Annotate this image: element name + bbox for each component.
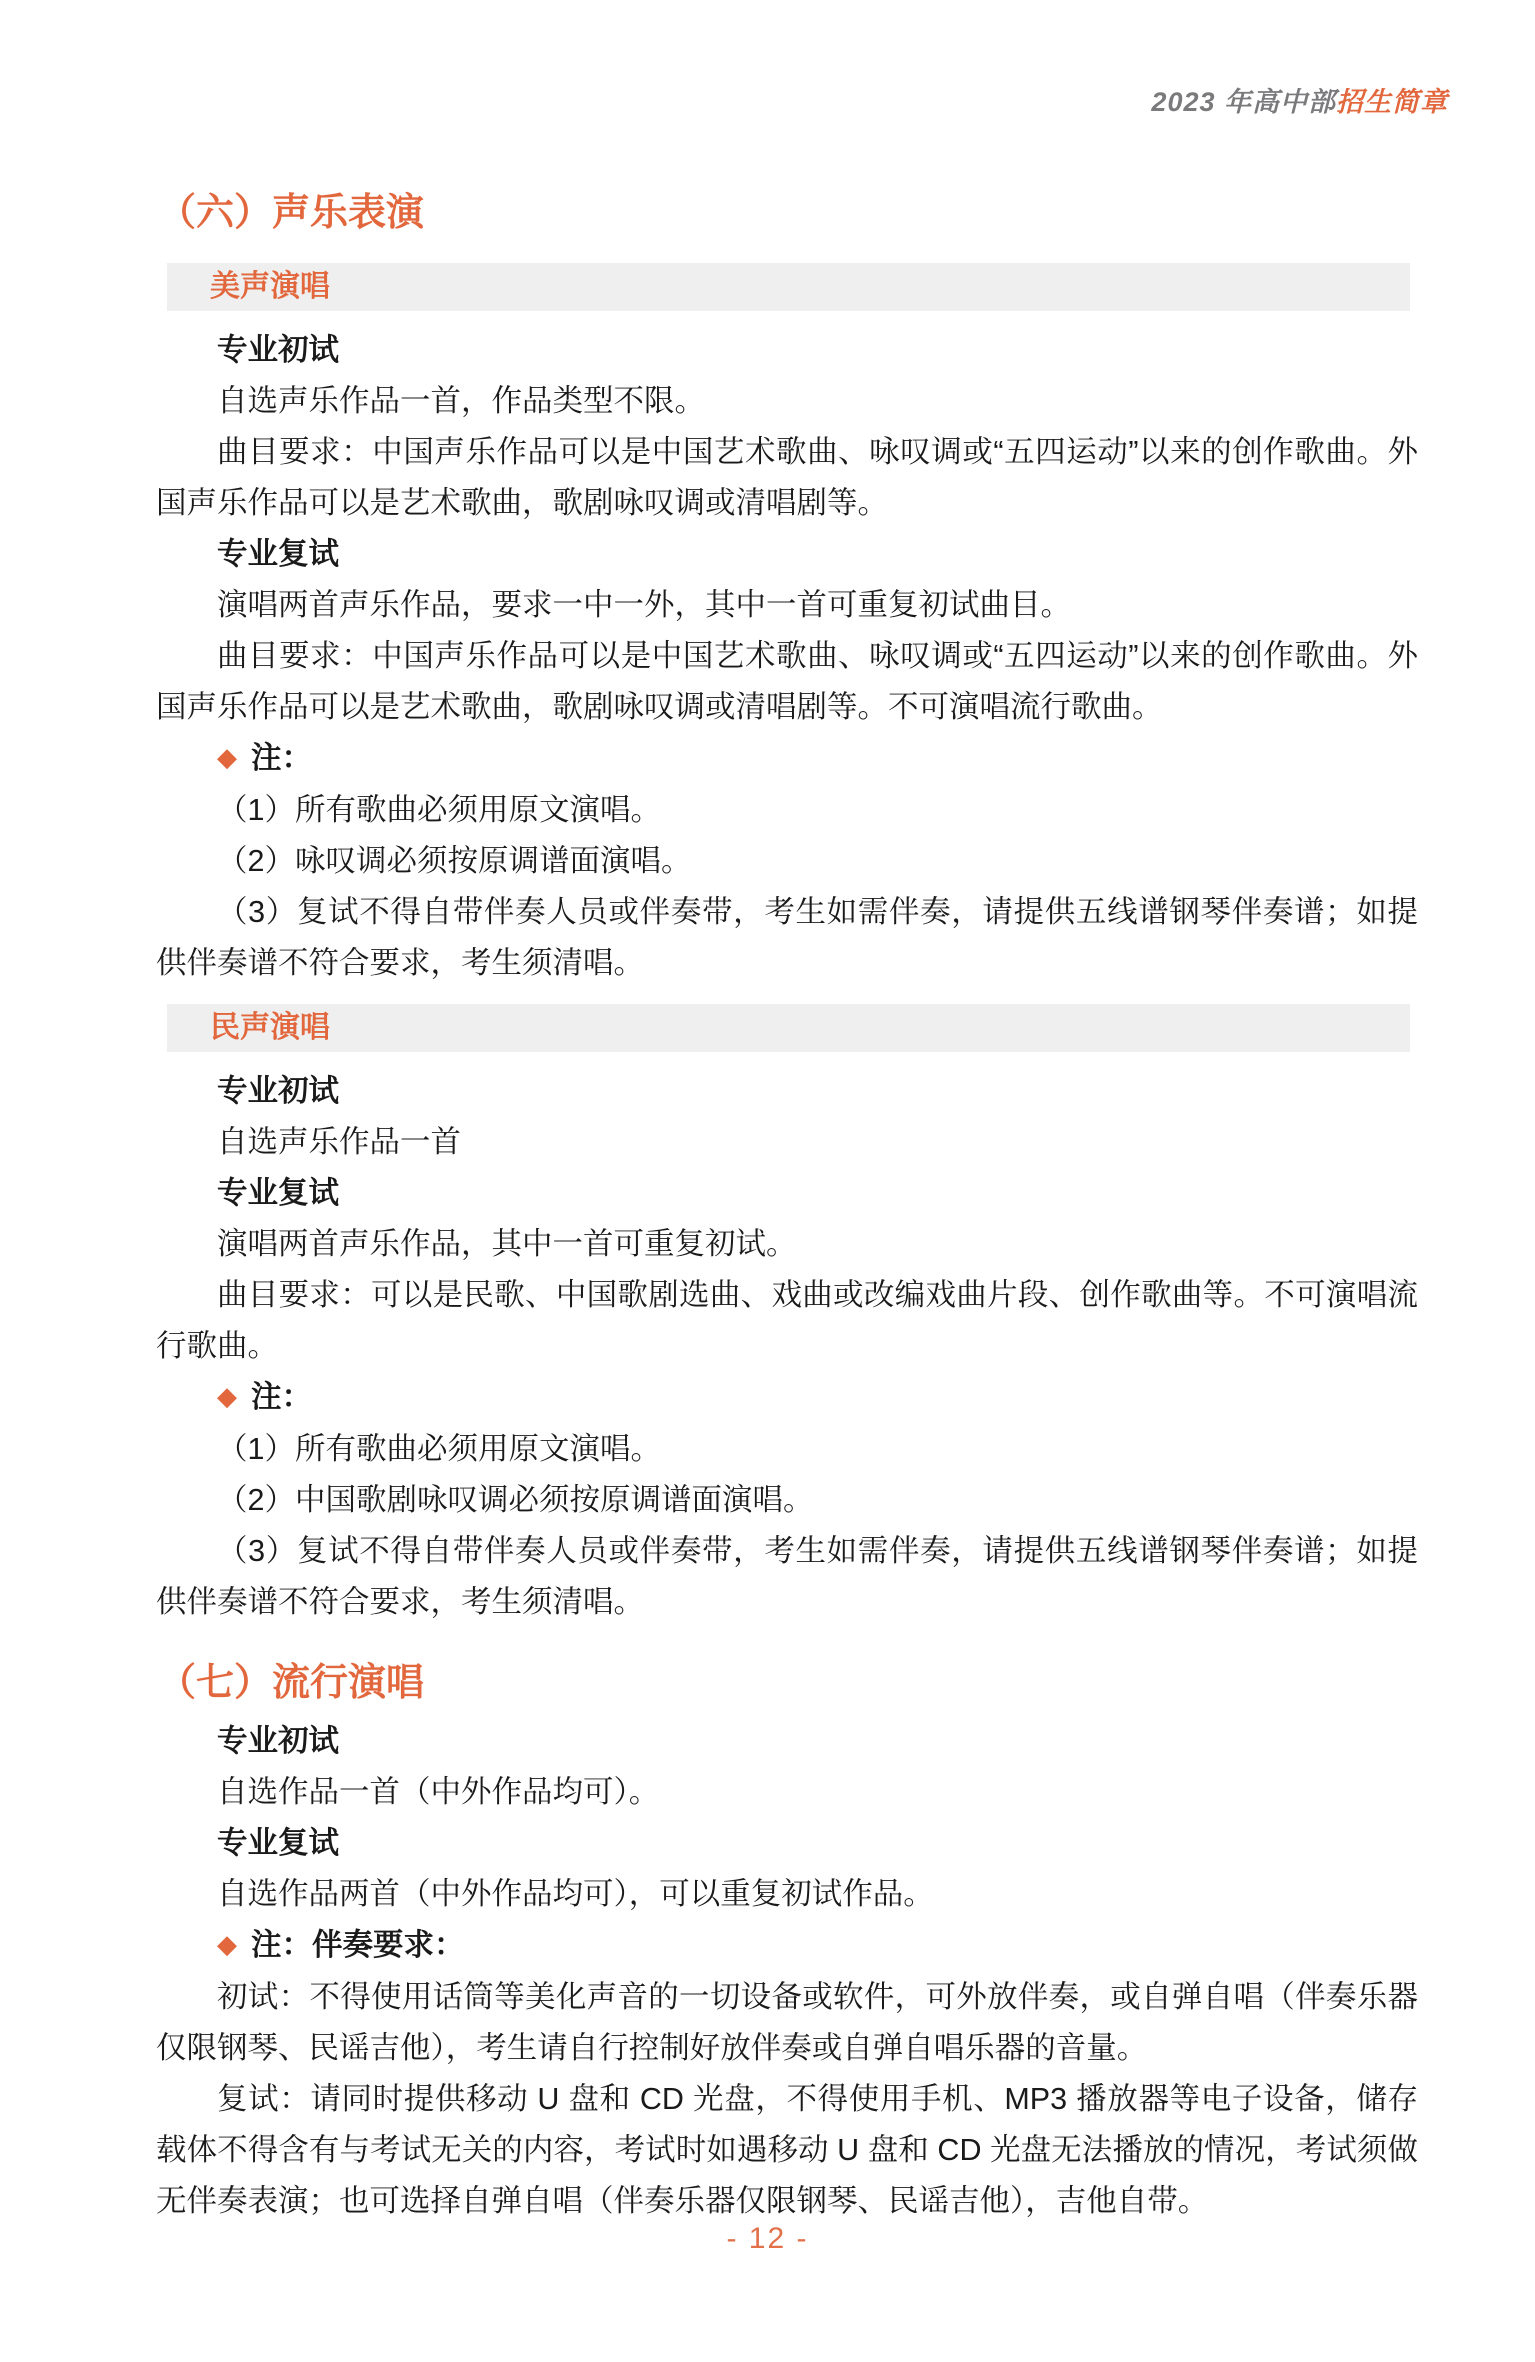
paragraph: 曲目要求：中国声乐作品可以是中国艺术歌曲、咏叹调或“五四运动”以来的创作歌曲。外国声乐作品可以是艺术歌曲，歌剧咏叹调或清唱剧等。: [156, 435, 1418, 520]
exam-heading: 专业复试: [217, 1176, 339, 1210]
section-pop-singing: [156, 1660, 1418, 2227]
paragraph: （1）所有歌曲必须用原文演唱。: [217, 1432, 661, 1466]
section-vocal-performance: [156, 190, 1418, 1628]
exam-heading: 专业初试: [217, 333, 339, 367]
diamond-bullet-icon: ◆: [217, 1381, 237, 1411]
note-label: 注：伴奏要求：: [251, 1928, 465, 1962]
paragraph: 初试：不得使用话筒等美化声音的一切设备或软件，可外放伴奏，或自弹自唱（伴奏乐器仅限钢琴、民谣吉他），考生请自行控制好放伴奏或自弹自唱乐器的音量。: [156, 1980, 1418, 2065]
subsection-bar: [167, 1004, 1410, 1052]
paragraph: 自选作品两首（中外作品均可），可以重复初试作品。: [217, 1877, 934, 1911]
paragraph: 自选声乐作品一首: [217, 1125, 461, 1159]
note-label: 注：: [251, 741, 312, 775]
paragraph: 演唱两首声乐作品，其中一首可重复初试。: [217, 1227, 797, 1261]
subsection-bel-canto: [156, 263, 1418, 989]
paragraph: （1）所有歌曲必须用原文演唱。: [217, 793, 661, 827]
paragraph: 自选声乐作品一首，作品类型不限。: [217, 384, 705, 418]
paragraph: 自选作品一首（中外作品均可）。: [217, 1775, 660, 1809]
exam-heading: 专业复试: [217, 1826, 339, 1860]
paragraph: （3）复试不得自带伴奏人员或伴奏带，考生如需伴奏，请提供五线谱钢琴伴奏谱；如提供伴奏谱不符合要求，考生须清唱。: [156, 1534, 1418, 1619]
subsection-folk-singing: [156, 1004, 1418, 1628]
subsection-bar-label: 民声演唱: [210, 1011, 330, 1044]
paragraph: 曲目要求：中国声乐作品可以是中国艺术歌曲、咏叹调或“五四运动”以来的创作歌曲。外国声乐作品可以是艺术歌曲，歌剧咏叹调或清唱剧等。不可演唱流行歌曲。: [156, 639, 1418, 724]
diamond-bullet-icon: ◆: [217, 742, 237, 772]
note-label: 注：: [251, 1380, 312, 1414]
paragraph: 复试：请同时提供移动 U 盘和 CD 光盘，不得使用手机、MP3 播放器等电子设备，储存载体不得含有与考试无关的内容，考试时如遇移动 U 盘和 CD 光盘无法播放的情况，考试须做无伴奏表演；也可选择自弹自唱（伴奏乐器仅限钢琴、民谣吉他），吉他自带。: [156, 2082, 1418, 2218]
note-line: [156, 733, 1418, 785]
subsection-bar-label: 美声演唱: [210, 270, 330, 303]
paragraph: （3）复试不得自带伴奏人员或伴奏带，考生如需伴奏，请提供五线谱钢琴伴奏谱；如提供伴奏谱不符合要求，考生须清唱。: [156, 895, 1418, 980]
note-line: [156, 1920, 1418, 1972]
section-title: （七）流行演唱: [158, 1662, 425, 1704]
exam-heading: 专业初试: [217, 1724, 339, 1758]
header-year-text: 2023 年高中部: [1151, 87, 1336, 117]
page-number: - 12 -: [726, 2222, 809, 2255]
paragraph: 曲目要求：可以是民歌、中国歌剧选曲、戏曲或改编戏曲片段、创作歌曲等。不可演唱流行歌曲。: [156, 1278, 1418, 1363]
exam-heading: 专业复试: [217, 537, 339, 571]
note-line: [156, 1372, 1418, 1424]
paragraph: 演唱两首声乐作品，要求一中一外，其中一首可重复初试曲目。: [217, 588, 1071, 622]
diamond-bullet-icon: ◆: [217, 1929, 237, 1959]
subsection-bar: [167, 263, 1410, 311]
exam-heading: 专业初试: [217, 1074, 339, 1108]
paragraph: （2）咏叹调必须按原调谱面演唱。: [217, 844, 692, 878]
section-title: （六）声乐表演: [158, 192, 425, 234]
header-brochure-text: 招生简章: [1336, 87, 1448, 117]
paragraph: （2）中国歌剧咏叹调必须按原调谱面演唱。: [217, 1483, 814, 1517]
document-content: [156, 0, 1418, 2227]
